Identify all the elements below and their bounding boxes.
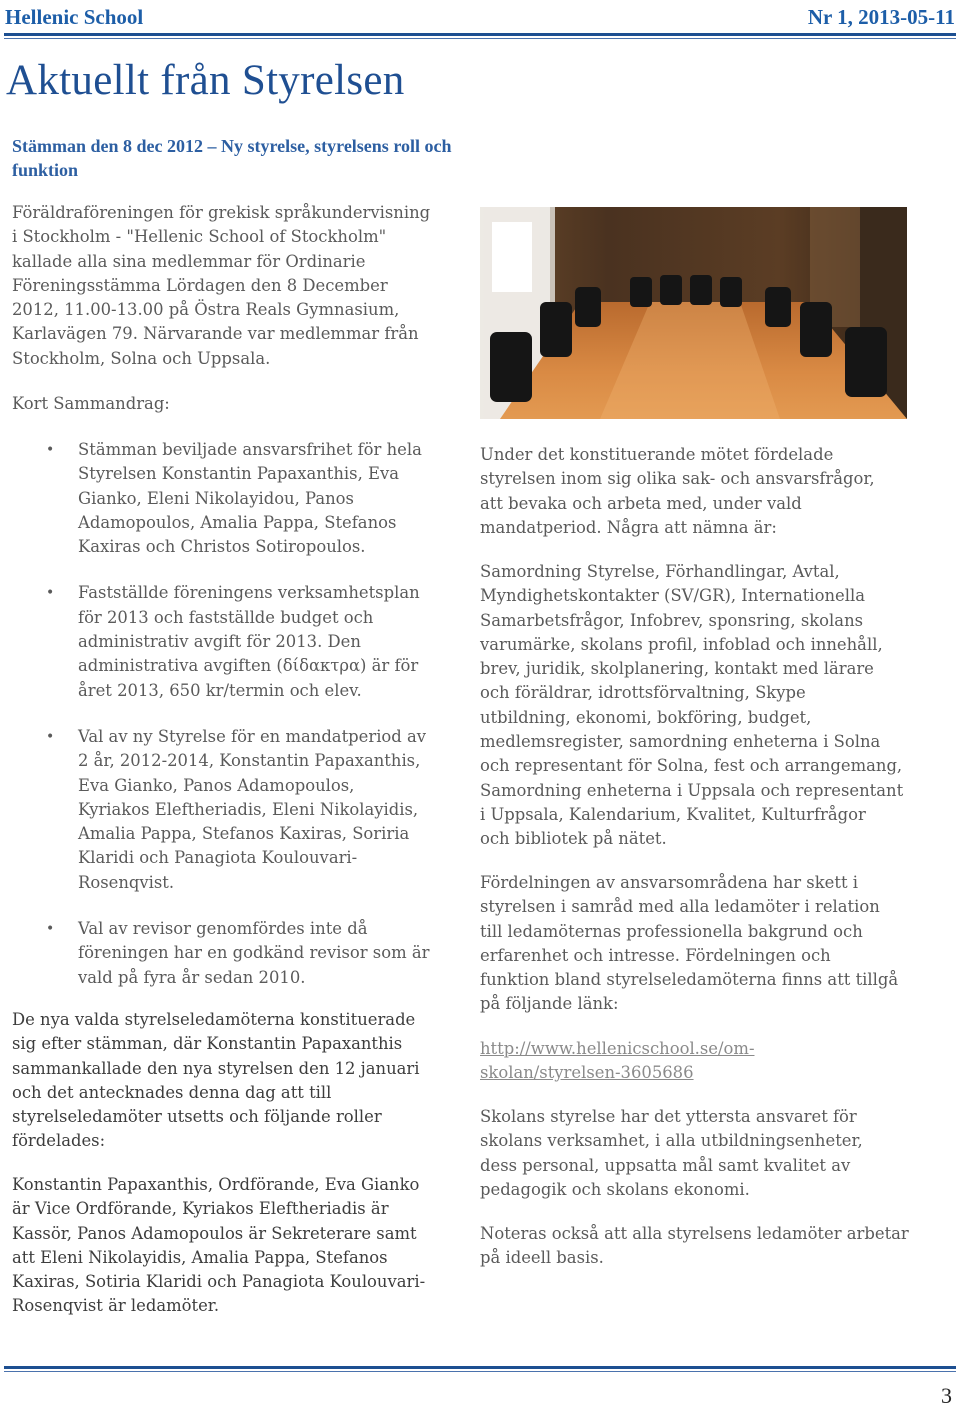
text-line: Stämman beviljade ansvarsfrihet för hela (78, 440, 422, 459)
text-line: styrelsen i samråd med alla ledamöter i relation (480, 897, 880, 917)
text-line: att bevaka och arbeta med, under vald (480, 493, 802, 513)
volunteer-paragraph (480, 1222, 940, 1271)
text-line: 2012, 11.00-13.00 på Östra Reals Gymnasium, (12, 300, 400, 320)
text-line: på ideell basis. (480, 1248, 604, 1268)
duties-intro-paragraph (480, 443, 940, 540)
bullet-icon: • (46, 585, 55, 602)
text-line: i Stockholm - "Hellenic School of Stockholm" (12, 227, 387, 247)
board-link[interactable] (480, 1037, 940, 1086)
text-line: skolans verksamhet, i alla utbildningsenheter, (480, 1131, 863, 1151)
text-line: dess personal, uppsatta mål samt kvalitet av (480, 1155, 851, 1175)
text-line: Kassör, Panos Adamopoulos är Sekreterare samt (12, 1223, 417, 1243)
text-line: Kaxiras och Christos Sotiropoulos. (78, 537, 366, 557)
text-line: att Eleni Nikolayidis, Amalia Pappa, Stefanos (12, 1247, 388, 1267)
text-line: fördelades: (12, 1131, 106, 1151)
bullet-icon: • (46, 728, 55, 745)
text-line: Konstantin Papaxanthis, Ordförande, Eva Gianko (12, 1175, 420, 1194)
text-line: Samordning enheterna i Uppsala och representant (480, 780, 904, 800)
boardroom-photo (480, 207, 907, 419)
text-line: utbildning, ekonomi, bokföring, budget, (480, 707, 812, 727)
text-line: och det antecknades denna dag att till (12, 1082, 332, 1102)
text-line: Under det konstituerande mötet fördelade (480, 445, 834, 464)
text-line: 2 år, 2012-2014, Konstantin Papaxanthis, (78, 751, 421, 771)
text-line: till ledamöternas professionella bakgrund och (480, 921, 863, 941)
text-line: pedagogik och skolans ekonomi. (480, 1179, 750, 1199)
text-line: Fastställde föreningens verksamhetsplan (78, 583, 420, 603)
text-line: erfarenhet och intresse. Fördelningen och (480, 945, 831, 965)
text-line: Skolans styrelse har det yttersta ansvaret för (480, 1107, 857, 1126)
text-line: sammankallade den nya styrelsen den 12 januari (12, 1058, 420, 1078)
roles-paragraph (12, 1173, 462, 1319)
constitution-paragraph (12, 1008, 462, 1154)
distribution-paragraph (480, 871, 940, 1017)
page-title: Aktuellt från Styrelsen (6, 57, 405, 104)
text-line: Kaxiras, Sotiria Klaridi och Panagiota Koulouvari- (12, 1272, 426, 1292)
list-item (0, 917, 460, 990)
footer-rule (4, 1366, 956, 1372)
list-item (0, 438, 460, 559)
text-line: mandatperiod. Några att nämna är: (480, 517, 777, 537)
summary-label: Kort Sammandrag: (12, 394, 170, 413)
text-line: Kyriakos Eleftheriadis, Eleni Nikolayidis, (78, 799, 419, 819)
text-line: brev, juridik, skolplanering, kontakt med lärare (480, 659, 874, 679)
text-line: varumärke, skolans profil, infoblad och innehåll, (480, 634, 883, 654)
list-item (0, 581, 460, 702)
text-line: Stockholm, Solna och Uppsala. (12, 348, 271, 368)
text-line: Myndighetskontakter (SV/GR), Internationella (480, 586, 865, 606)
text-line: Karlavägen 79. Närvarande var medlemmar från (12, 324, 419, 344)
text-line: Noteras också att alla styrelsens ledamöter arbetar (480, 1224, 909, 1243)
text-line: och representant för Solna, fest och arrangemang, (480, 756, 903, 776)
bullet-icon: • (46, 921, 55, 938)
header-rule (4, 33, 956, 39)
text-line: Eva Gianko, Panos Adamopoulos, (78, 775, 355, 795)
school-name: Hellenic School (5, 5, 144, 29)
text-line: Gianko, Eleni Nikolayidou, Panos (78, 488, 354, 508)
text-line: Fördelningen av ansvarsområdena har skett i (480, 873, 858, 892)
text-line: Val av ny Styrelse för en mandatperiod av (78, 726, 427, 746)
text-line: och föräldrar, idrottsförvaltning, Skype (480, 683, 806, 703)
text-line: i Uppsala, Kalendarium, Kvalitet, Kulturfrågor (480, 804, 866, 824)
text-line: kallade alla sina medlemmar för Ordinarie (12, 251, 366, 271)
text-line: administrativa avgiften (δίδακτρα) är för (78, 656, 419, 676)
text-line: styrelseledamöter utsetts och följande roller (12, 1107, 382, 1127)
text-line: styrelsen inom sig olika sak- och ansvarsfrågor, (480, 469, 875, 489)
text-line: De nya valda styrelseledamöterna konstituerade (12, 1010, 416, 1029)
text-line: året 2013, 650 kr/termin och elev. (78, 680, 362, 700)
issue-number: Nr 1, 2013-05-11 (807, 5, 955, 29)
text-line: är Vice Ordförande, Kyriakos Eleftheriadis är (12, 1199, 389, 1219)
text-line: Val av revisor genomfördes inte då (78, 919, 368, 939)
text-line: vald på fyra år sedan 2010. (78, 967, 306, 987)
text-line: och bibliotek på nätet. (480, 829, 667, 849)
text-line: på följande länk: (480, 994, 619, 1014)
responsibility-paragraph (480, 1105, 940, 1202)
duties-list-paragraph (480, 560, 940, 852)
text-line: Föräldraföreningen för grekisk språkundervisning (12, 203, 431, 222)
board-link-line[interactable]: http://www.hellenicschool.se/om- (480, 1039, 755, 1058)
text-line: Föreningsstämma Lördagen den 8 December (12, 275, 388, 295)
text-line: Samarbetsfrågor, Infobrev, sponsring, skolans (480, 610, 864, 630)
bullet-icon: • (46, 442, 55, 458)
text-line: funktion bland styrelseledamöterna finns att tillgå (480, 970, 899, 990)
text-line: Rosenqvist är ledamöter. (12, 1296, 220, 1316)
text-line: medlemsregister, samordning enheterna i Solna (480, 732, 881, 752)
article-subheading: Stämman den 8 dec 2012 – Ny styrelse, styrelsens roll och funktion (12, 136, 452, 180)
text-line: Rosenqvist. (78, 872, 175, 892)
text-line: administrativ avgift för 2013. Den (78, 632, 361, 652)
text-line: Klaridi och Panagiota Koulouvari- (78, 848, 358, 868)
page-number: 3 (941, 1383, 952, 1408)
intro-paragraph (12, 201, 462, 371)
board-link-line[interactable]: skolan/styrelsen-3605686 (480, 1063, 694, 1083)
text-line: sig efter stämman, där Konstantin Papaxanthis (12, 1034, 403, 1054)
text-line: Adamopoulos, Amalia Pappa, Stefanos (78, 512, 397, 532)
text-line: Samordning Styrelse, Förhandlingar, Avtal, (480, 562, 840, 581)
text-line: för 2013 och fastställde budget och (78, 607, 374, 627)
summary-list (0, 438, 460, 990)
text-line: Amalia Pappa, Stefanos Kaxiras, Soriria (78, 824, 410, 844)
text-line: Styrelsen Konstantin Papaxanthis, Eva (78, 464, 399, 484)
list-item (0, 725, 460, 895)
text-line: föreningen har en godkänd revisor som är (78, 943, 430, 963)
